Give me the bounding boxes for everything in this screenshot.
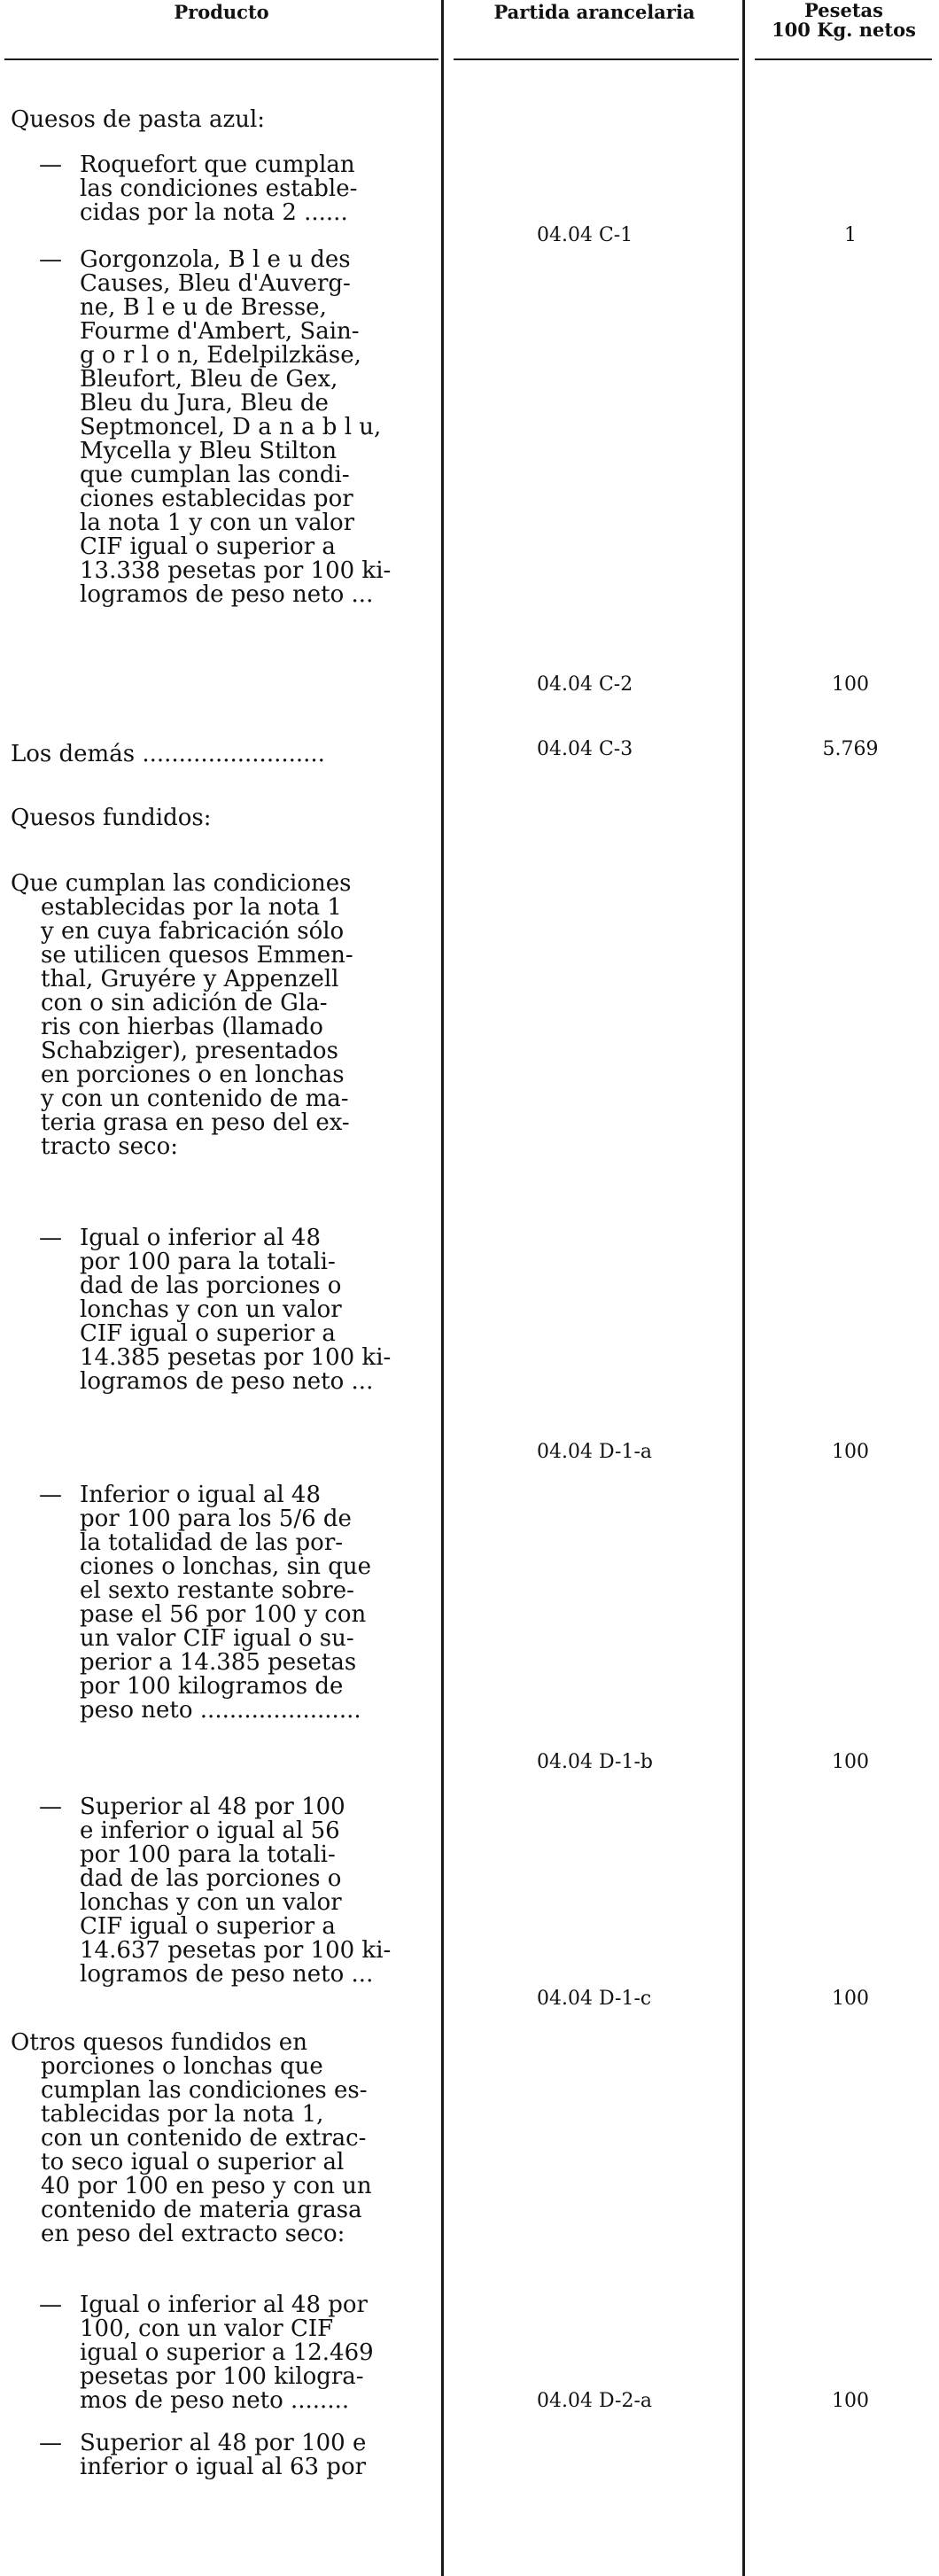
text-line: ris con hierbas (llamado bbox=[41, 1014, 323, 1040]
list-dash: — bbox=[39, 152, 62, 178]
text-line: dad de las porciones o bbox=[80, 1272, 342, 1299]
text-line: lonchas y con un valor bbox=[80, 1889, 342, 1916]
text-line: ciones establecidas por bbox=[80, 486, 353, 512]
text-line: g o r l o n, Edelpilzkäse, bbox=[80, 342, 361, 369]
value-c1: 1 bbox=[844, 224, 857, 246]
text-line: CIF igual o superior a bbox=[80, 1913, 336, 1940]
header-rule-partida bbox=[454, 58, 739, 60]
text-line: e inferior o igual al 56 bbox=[80, 1817, 340, 1844]
text-line: mos de peso neto ........ bbox=[80, 2387, 350, 2414]
text-line: la nota 1 y con un valor bbox=[80, 510, 355, 536]
header-pesetas-unit: 100 Kg. netos bbox=[772, 19, 916, 41]
text-line: tablecidas por la nota 1, bbox=[41, 2101, 324, 2128]
text-line: las condiciones estable- bbox=[80, 175, 358, 202]
text-line: con un contenido de extrac- bbox=[41, 2125, 367, 2152]
tariff-code-d1b: 04.04 D-1-b bbox=[537, 1751, 653, 1773]
text-line: por 100 para los 5/6 de bbox=[80, 1506, 352, 1532]
tariff-code-c3: 04.04 C-3 bbox=[537, 738, 633, 760]
value-d1c: 100 bbox=[832, 1988, 869, 2010]
header-rule-pesetas bbox=[755, 58, 932, 60]
text-line: perior a 14.385 pesetas bbox=[80, 1649, 357, 1676]
text-line: cidas por la nota 2 ...... bbox=[80, 199, 348, 226]
value-d1a: 100 bbox=[832, 1441, 869, 1463]
text-line: 14.385 pesetas por 100 ki- bbox=[80, 1344, 392, 1371]
text-line: 100, con un valor CIF bbox=[80, 2315, 334, 2342]
text-line: 14.637 pesetas por 100 ki- bbox=[80, 1937, 392, 1964]
header-pesetas: Pesetas bbox=[804, 0, 883, 21]
text-line: Gorgonzola, B l e u des bbox=[80, 246, 351, 273]
text-line: Igual o inferior al 48 bbox=[80, 1225, 321, 1251]
text-line: en porciones o en lonchas bbox=[41, 1062, 345, 1088]
text-line: logramos de peso neto ... bbox=[80, 1368, 374, 1395]
text-line: Bleufort, Bleu de Gex, bbox=[80, 366, 338, 393]
value-c2: 100 bbox=[832, 673, 869, 696]
text-line: teria grasa en peso del ex- bbox=[41, 1109, 350, 1136]
text-line: porciones o lonchas que bbox=[41, 2053, 323, 2080]
header-partida: Partida arancelaria bbox=[493, 1, 695, 23]
header-producto: Producto bbox=[174, 1, 269, 23]
column-divider-right bbox=[742, 0, 745, 2576]
list-dash: — bbox=[39, 1794, 62, 1820]
value-d1b: 100 bbox=[832, 1751, 869, 1773]
text-line: el sexto restante sobre- bbox=[80, 1577, 354, 1604]
text-line: Superior al 48 por 100 e bbox=[80, 2430, 367, 2456]
section-title-pasta-azul: Quesos de pasta azul: bbox=[11, 106, 266, 133]
text-line: contenido de materia grasa bbox=[41, 2197, 362, 2223]
text-line: lonchas y con un valor bbox=[80, 1296, 342, 1323]
text-line: Que cumplan las condiciones bbox=[11, 870, 352, 897]
text-line: establecidas por la nota 1 bbox=[41, 894, 342, 921]
text-line: y en cuya fabricación sólo bbox=[41, 918, 345, 945]
list-dash: — bbox=[39, 1225, 62, 1251]
los-demas: Los demás ......................... bbox=[11, 741, 325, 767]
tariff-code-d2a: 04.04 D-2-a bbox=[537, 2390, 653, 2412]
list-dash: — bbox=[39, 1482, 62, 1508]
text-line: ne, B l e u de Bresse, bbox=[80, 294, 327, 321]
text-line: cumplan las condiciones es- bbox=[41, 2077, 368, 2104]
text-line: logramos de peso neto ... bbox=[80, 581, 374, 608]
text-line: tracto seco: bbox=[41, 1133, 179, 1160]
text-line: thal, Gruyére y Appenzell bbox=[41, 966, 339, 992]
value-c3: 5.769 bbox=[822, 738, 879, 760]
text-line: peso neto ...................... bbox=[80, 1697, 361, 1724]
column-divider-left bbox=[441, 0, 444, 2576]
text-line: Bleu du Jura, Bleu de bbox=[80, 390, 329, 416]
text-line: pesetas por 100 kilogra- bbox=[80, 2363, 364, 2390]
text-line: con o sin adición de Gla- bbox=[41, 990, 328, 1016]
list-dash: — bbox=[39, 2430, 62, 2456]
text-line: por 100 kilogramos de bbox=[80, 1673, 344, 1700]
list-dash: — bbox=[39, 2292, 62, 2318]
text-line: pase el 56 por 100 y con bbox=[80, 1601, 367, 1628]
text-line: Causes, Bleu d'Auverg- bbox=[80, 270, 351, 297]
text-line: logramos de peso neto ... bbox=[80, 1961, 374, 1988]
tariff-code-d1c: 04.04 D-1-c bbox=[537, 1988, 652, 2010]
text-line: 40 por 100 en peso y con un bbox=[41, 2173, 372, 2199]
text-line: Superior al 48 por 100 bbox=[80, 1794, 345, 1820]
text-line: CIF igual o superior a bbox=[80, 533, 336, 560]
text-line: Schabziger), presentados bbox=[41, 1038, 338, 1064]
text-line: 13.338 pesetas por 100 ki- bbox=[80, 557, 392, 584]
text-line: Roquefort que cumplan bbox=[80, 152, 355, 178]
text-line: dad de las porciones o bbox=[80, 1865, 342, 1892]
text-line: CIF igual o superior a bbox=[80, 1320, 336, 1347]
tariff-code-c1: 04.04 C-1 bbox=[537, 224, 633, 246]
value-d2a: 100 bbox=[832, 2390, 869, 2412]
text-line: Septmoncel, D a n a b l u, bbox=[80, 414, 382, 440]
text-line: Igual o inferior al 48 por bbox=[80, 2292, 368, 2318]
section-title-fundidos: Quesos fundidos: bbox=[11, 805, 212, 831]
tariff-code-c2: 04.04 C-2 bbox=[537, 673, 633, 696]
text-line: Fourme d'Ambert, Sain- bbox=[80, 318, 360, 345]
text-line: y con un contenido de ma- bbox=[41, 1086, 349, 1112]
tariff-code-d1a: 04.04 D-1-a bbox=[537, 1441, 653, 1463]
text-line: se utilicen quesos Emmen- bbox=[41, 942, 353, 969]
text-line: un valor CIF igual o su- bbox=[80, 1625, 354, 1652]
text-line: Mycella y Bleu Stilton bbox=[80, 438, 338, 464]
text-line: por 100 para la totali- bbox=[80, 1841, 336, 1868]
text-line: por 100 para la totali- bbox=[80, 1249, 336, 1275]
list-dash: — bbox=[39, 246, 62, 273]
text-line: to seco igual o superior al bbox=[41, 2149, 345, 2175]
text-line: la totalidad de las por- bbox=[80, 1529, 344, 1556]
header-rule-producto bbox=[4, 58, 438, 60]
text-line: en peso del extracto seco: bbox=[41, 2221, 345, 2247]
text-line: igual o superior a 12.469 bbox=[80, 2339, 374, 2366]
text-line: Otros quesos fundidos en bbox=[11, 2029, 307, 2056]
text-line: ciones o lonchas, sin que bbox=[80, 1553, 372, 1580]
text-line: que cumplan las condi- bbox=[80, 462, 350, 488]
text-line: inferior o igual al 63 por bbox=[80, 2454, 367, 2480]
text-line: Inferior o igual al 48 bbox=[80, 1482, 321, 1508]
